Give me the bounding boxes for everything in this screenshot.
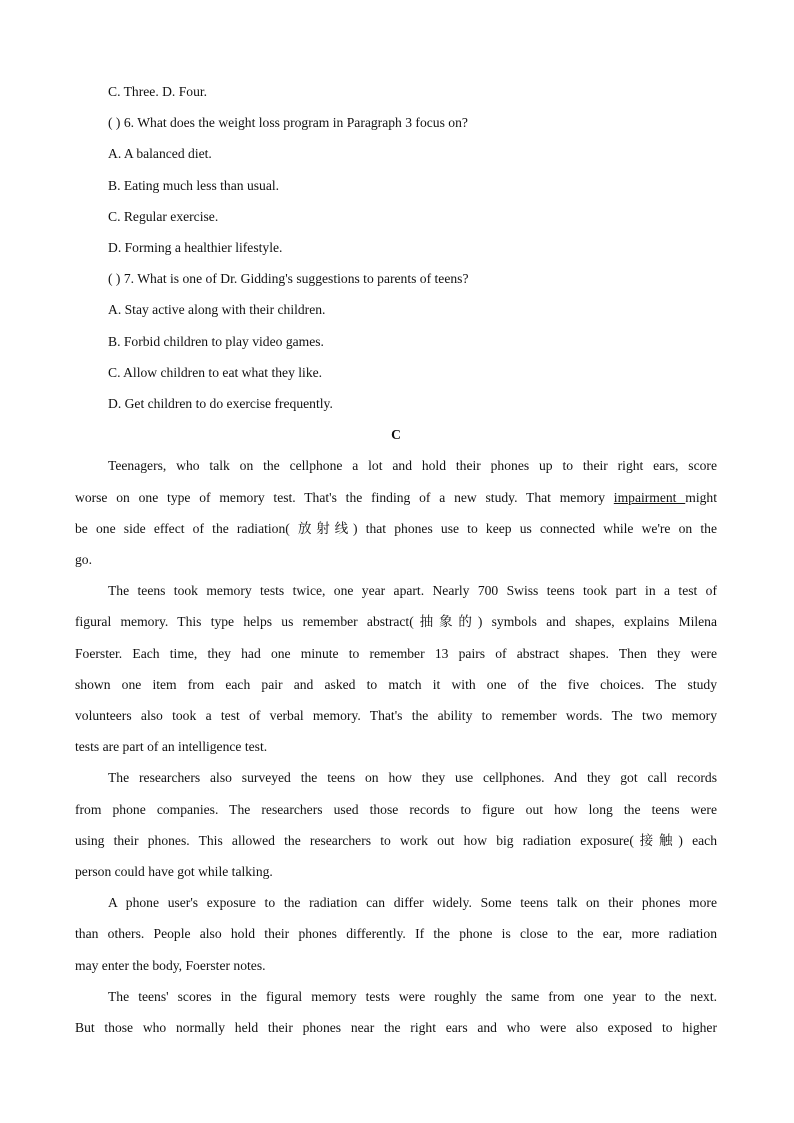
- q6-option-c: C. Regular exercise.: [108, 209, 219, 224]
- passage-line: tests are part of an intelligence test.: [75, 739, 268, 754]
- q7-option-d: D. Get children to do exercise frequently.: [108, 396, 333, 411]
- q7-option-c: C. Allow children to eat what they like.: [108, 365, 323, 380]
- passage-line: shown one item from each pair and asked to match it with one of the five choices. The study: [75, 677, 717, 692]
- passage-line: using their phones. This allowed the researchers to work out how big radiation exposure(接触) each: [75, 833, 717, 848]
- passage-line: Foerster. Each time, they had one minute to remember 13 pairs of abstract shapes. Then they were: [75, 646, 717, 661]
- passage-line: may enter the body, Foerster notes.: [75, 958, 266, 973]
- passage-line: than others. People also hold their phones differently. If the phone is close to the ear, more radiation: [75, 926, 717, 941]
- q7-option-a: A. Stay active along with their children.: [108, 302, 326, 317]
- passage-text: might: [685, 490, 717, 505]
- question-6-stem: ( ) 6. What does the weight loss program in Paragraph 3 focus on?: [108, 115, 468, 130]
- passage-line: The teens' scores in the figural memory tests were roughly the same from one year to the next.: [108, 989, 717, 1004]
- passage-line: The researchers also surveyed the teens on how they use cellphones. And they got call records: [108, 770, 717, 785]
- passage-line: be one side effect of the radiation( 放射线) that phones use to keep us connected while we're on the: [75, 521, 717, 536]
- passage-line: volunteers also took a test of verbal memory. That's the ability to remember words. The two memory: [75, 708, 717, 723]
- passage-line: figural memory. This type helps us remember abstract(抽象的) symbols and shapes, explains Milena: [75, 614, 717, 629]
- underlined-word: impairment: [613, 490, 686, 505]
- passage-line: from phone companies. The researchers used those records to figure out how long the teens were: [75, 802, 717, 817]
- passage-line: person could have got while talking.: [75, 864, 273, 879]
- passage-line: The teens took memory tests twice, one year apart. Nearly 700 Swiss teens took part in a test of: [108, 583, 717, 598]
- passage-line: Teenagers, who talk on the cellphone a lot and hold their phones up to their right ears, score: [108, 458, 717, 473]
- passage-line: A phone user's exposure to the radiation can differ widely. Some teens talk on their phones more: [108, 895, 717, 910]
- q5-options: C. Three. D. Four.: [108, 84, 208, 99]
- q6-option-b: B. Eating much less than usual.: [108, 178, 280, 193]
- passage-line: [75, 488, 717, 508]
- q6-option-a: A. A balanced diet.: [108, 146, 212, 161]
- question-7-stem: ( ) 7. What is one of Dr. Gidding's suggestions to parents of teens?: [108, 271, 469, 286]
- passage-line: go.: [75, 552, 92, 567]
- passage-text: worse on one type of memory test. That's the finding of a new study. That memory: [75, 490, 614, 505]
- q6-option-d: D. Forming a healthier lifestyle.: [108, 240, 283, 255]
- q7-option-b: B. Forbid children to play video games.: [108, 334, 324, 349]
- passage-line: But those who normally held their phones near the right ears and who were also exposed to higher: [75, 1020, 717, 1035]
- section-title: C: [391, 427, 401, 442]
